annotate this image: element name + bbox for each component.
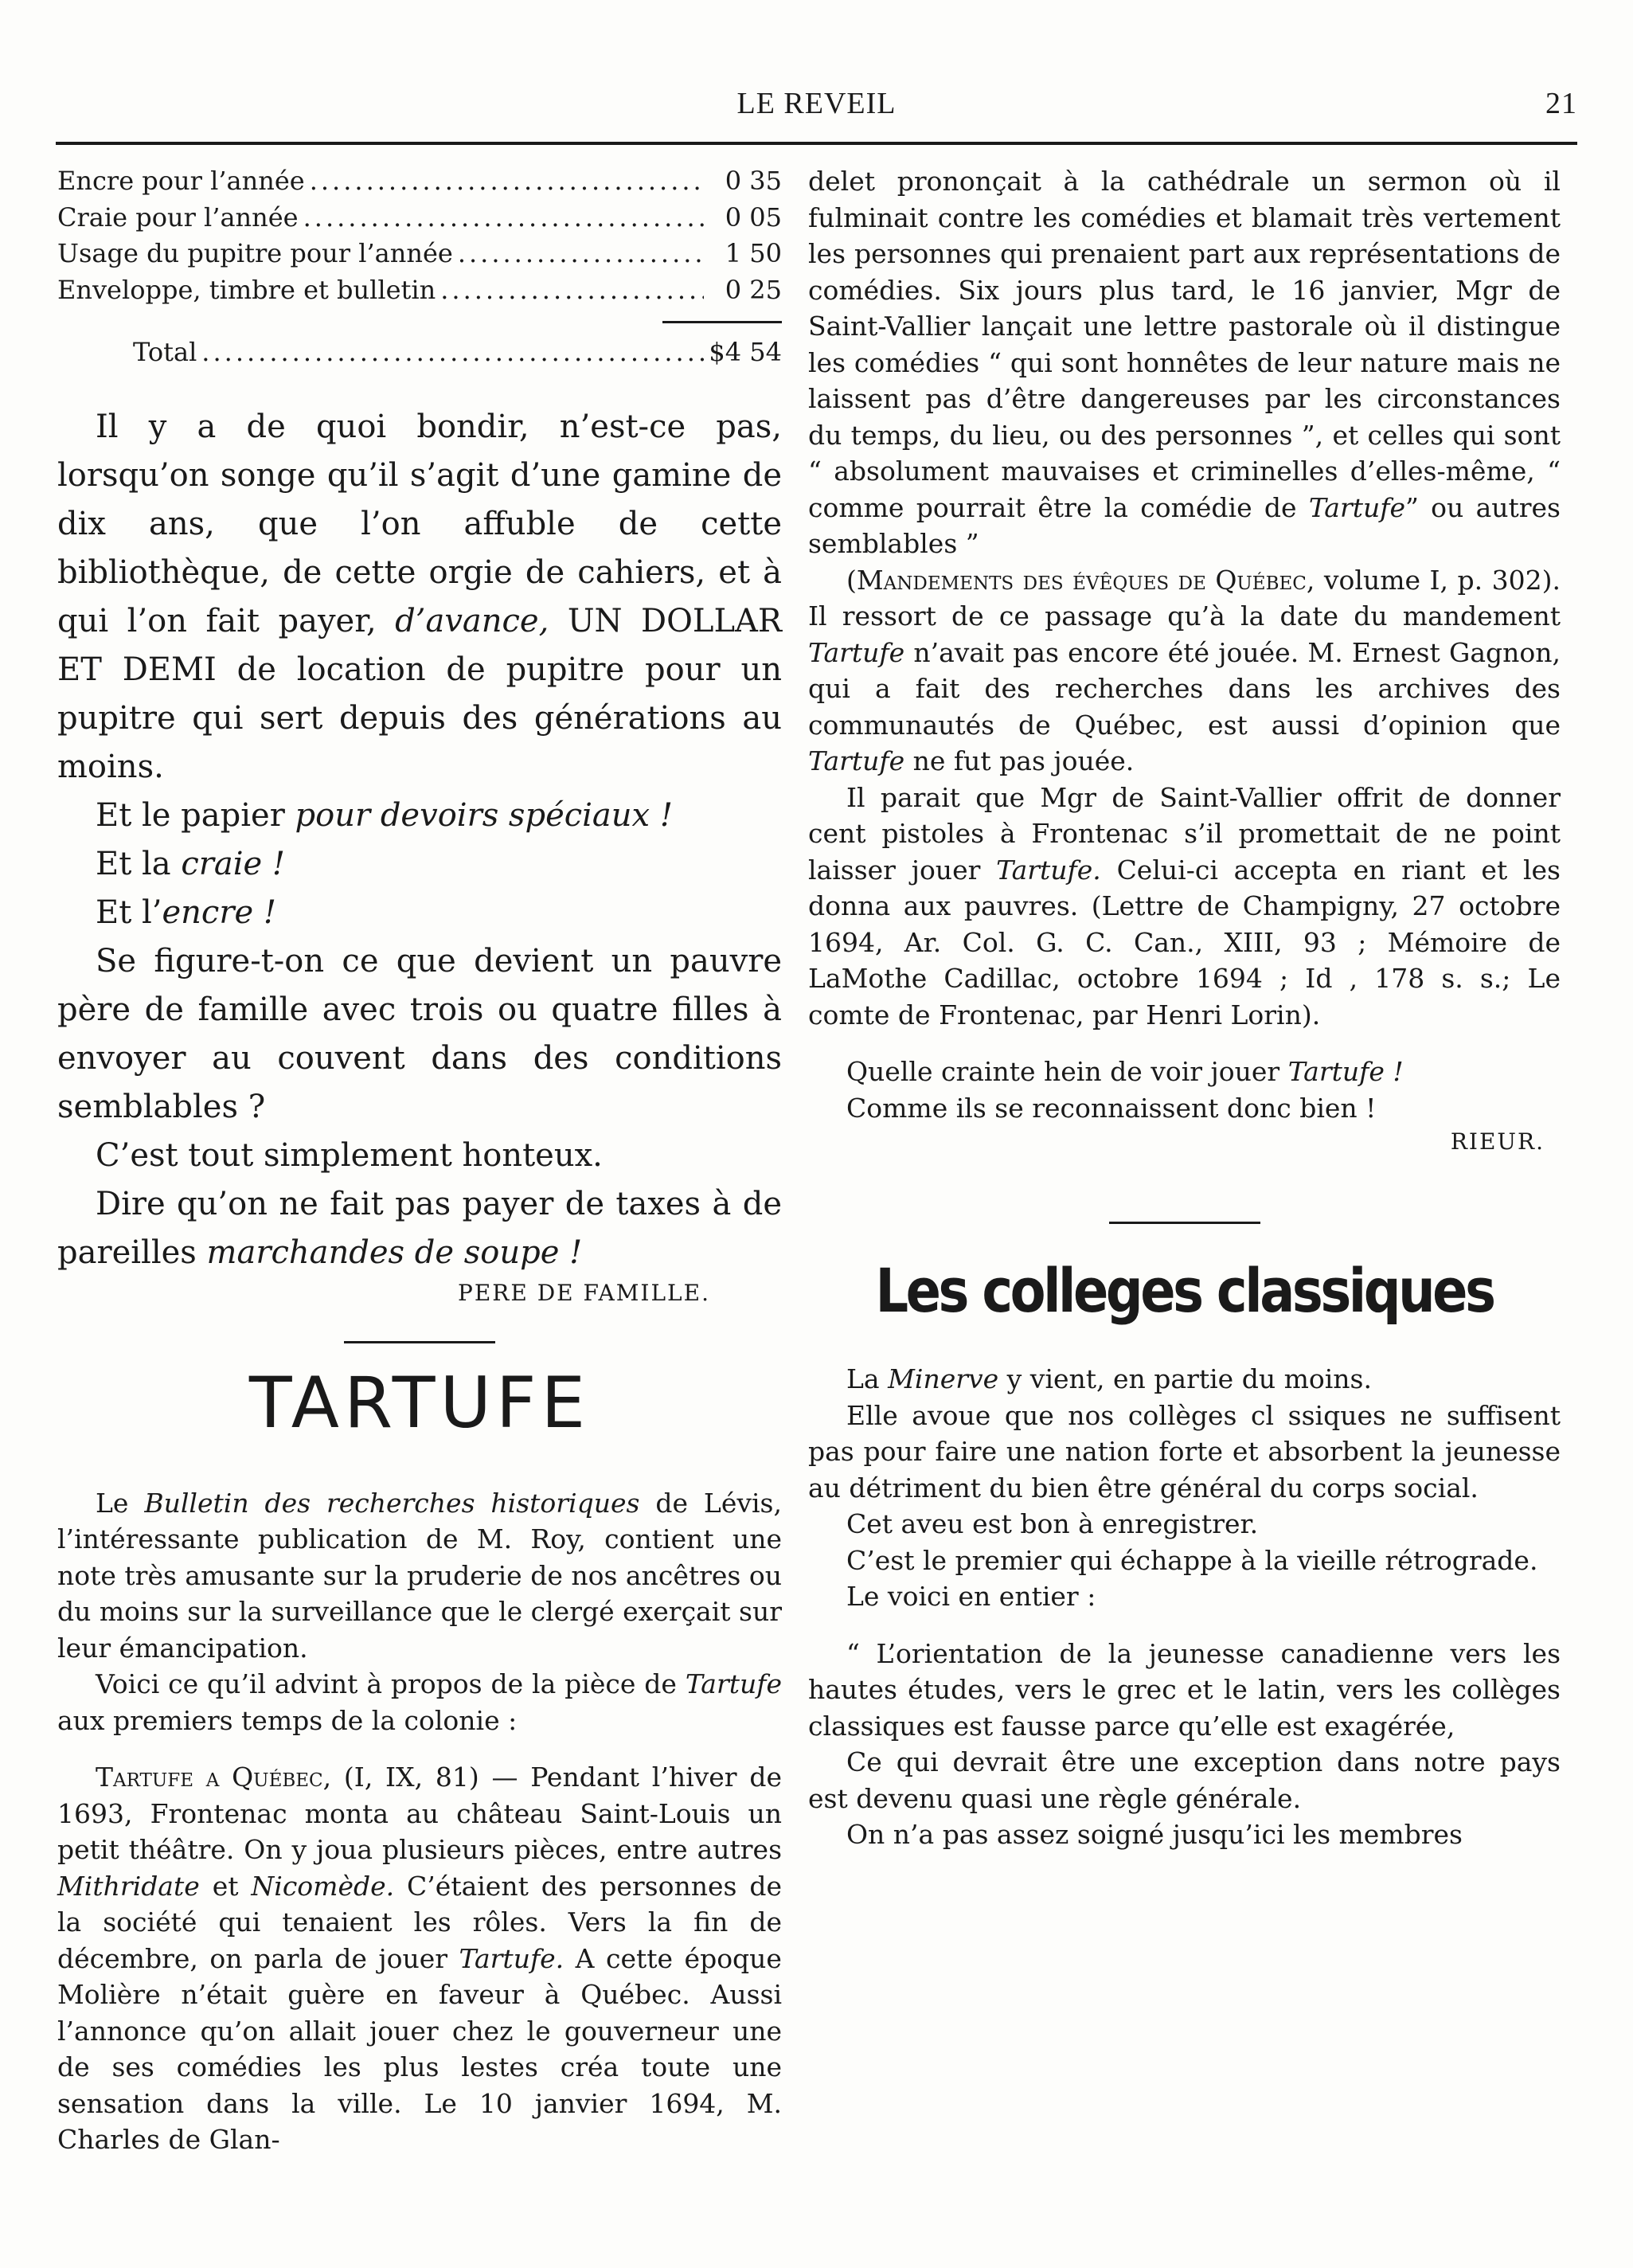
paragraph: Se figure-t-on ce que devient un pauvre père de famille avec trois ou quatre filles à envoyer au couvent dans des conditions semblables ?	[57, 942, 782, 1125]
page-number: 21	[1545, 87, 1577, 120]
paragraph: (Mandements des évêques de Québec, volume I, p. 302). Il ressort de ce passage qu’à la date du mandement Tartufe n’avait pas encore été jouée. M. Ernest Gagnon, qui a fait des recherches dans les archives des communautés de Québec, est aussi d’opinion que Tartufe ne fut pas jouée.	[808, 564, 1561, 776]
header-rule	[56, 142, 1577, 145]
paragraph: Le voici en entier :	[846, 1581, 1096, 1612]
paragraph: Et l’encre !	[96, 894, 276, 931]
cost-ledger	[57, 163, 782, 371]
ledger-row	[57, 163, 782, 200]
paragraph: delet prononçait à la cathédrale un sermon où il fulminait contre les comédies et blamait très vertement les personnes qui prenaient part aux représentations de comédies. Six jours plus tard, le 16 janvier, Mgr de Saint-Vallier lançait une lettre pastorale où il distingue les comédies “ qui sont honnêtes de leur nature mais ne laissent pas d’être dangereuses par les circonstances du temps, du lieu, ou des personnes ”, et celles qui sont “ absolument mauvaises et criminelles d’elles-même, “ comme pourrait être la comédie de Tartufe” ou autres semblables ”	[808, 166, 1561, 559]
ledger-row	[57, 236, 782, 272]
ledger-label: Encre pour l’année	[57, 166, 305, 196]
paragraph: Quelle crainte hein de voir jouer Tartufe !	[846, 1056, 1404, 1087]
paragraph: Et le papier pour devoirs spéciaux !	[96, 796, 673, 834]
article-heading: Les colleges classiques	[875, 1255, 1494, 1326]
ledger-label: Craie pour l’année	[57, 201, 299, 233]
paragraph: Cet aveu est bon à enregistrer.	[846, 1508, 1259, 1539]
quoted-note: Tartufe a Québec, (I, IX, 81) — Pendant l’hiver de 1693, Frontenac monta au château Saint-Louis un petit théâtre. On y joua plusieurs pièces, entre autres Mithridate et Nicomède. C’étaient des personnes de la société qui tenaient les rôles. Vers la fin de décembre, on parla de jouer Tartufe. A cette époque Molière n’était guère en faveur à Québec. Aussi l’annonce qu’on allait jouer chez le gouverneur une de ses comédies les plus lestes créa toute une sensation dans la ville. Le 10 janvier 1694, M. Charles de Glan-	[57, 1762, 782, 2155]
quoted-paragraph: On n’a pas assez soigné jusqu’ici les membres	[846, 1819, 1463, 1850]
ledger-total-amount: $4 54	[709, 337, 782, 367]
ledger-amount: 0 35	[725, 166, 782, 196]
running-title: LE REVEIL	[736, 87, 897, 120]
paragraph: C’est tout simplement honteux.	[96, 1136, 603, 1174]
quoted-paragraph: Ce qui devrait être une exception dans notre pays est devenu quasi une règle générale.	[808, 1746, 1561, 1814]
ledger-amount: 0 05	[725, 201, 782, 233]
signature: PERE DE FAMILLE.	[458, 1279, 710, 1306]
paragraph: Le Bulletin des recherches historiques de Lévis, l’intéressante publication de M. Roy, contient une note très amusante sur la pruderie de nos ancêtres ou du moins sur la surveillance que le clergé exerçait sur leur émancipation.	[57, 1487, 782, 1664]
ledger-label: Usage du pupitre pour l’année	[57, 238, 453, 268]
left-column	[57, 163, 782, 2158]
sum-rule	[662, 321, 782, 323]
paragraph: La Minerve y vient, en partie du moins.	[846, 1363, 1372, 1394]
article-heading: TARTUFE	[248, 1361, 591, 1444]
ledger-row	[57, 272, 782, 309]
signature: RIEUR.	[1450, 1128, 1545, 1155]
paragraph: Dire qu’on ne fait pas payer de taxes à de pareilles marchandes de soupe !	[57, 1185, 782, 1271]
paragraph: C’est le premier qui échappe à la vieille rétrograde.	[846, 1544, 1538, 1576]
paragraph: Comme ils se reconnaissent donc bien !	[846, 1092, 1377, 1124]
ledger-row	[57, 200, 782, 237]
ledger-total-row	[57, 334, 782, 371]
paragraph: Et la craie !	[96, 845, 285, 882]
paragraph: Voici ce qu’il advint à propos de la pièce de Tartufe aux premiers temps de la colonie :	[57, 1668, 782, 1736]
ledger-amount: 1 50	[725, 238, 782, 268]
ledger-total-label: Total	[133, 337, 197, 367]
paragraph: Elle avoue que nos collèges cl ssiques ne suffisent pas pour faire une nation forte et absorbent la jeunesse au détriment du bien être général du corps social.	[808, 1399, 1561, 1504]
right-column	[808, 163, 1561, 1853]
ledger-label: Enveloppe, timbre et bulletin	[57, 274, 436, 305]
paragraph: Il parait que Mgr de Saint-Vallier offrit de donner cent pistoles à Frontenac s’il promettait de ne point laisser jouer Tartufe. Celui-ci accepta en riant et les donna aux pauvres. (Lettre de Champigny, 27 octobre 1694, Ar. Col. G. C. Can., XIII, 93 ; Mémoire de LaMothe Cadillac, octobre 1694 ; Id , 178 s. s.; Le comte de Frontenac, par Henri Lorin).	[808, 781, 1561, 1030]
paragraph: Il y a de quoi bondir, n’est-ce pas, lorsqu’on songe qu’il s’agit d’une gamine de dix ans, que l’on affuble de cette bibliothèque, de cette orgie de cahiers, et à qui l’on fait payer, d’avance, UN DOLLAR ET DEMI de location de pupitre pour un pupitre qui sert depuis des générations au moins.	[57, 408, 783, 785]
page-header	[56, 86, 1577, 134]
quoted-paragraph: “ L’orientation de la jeunesse canadienne vers les hautes études, vers le grec et le latin, vers les collèges classiques est fausse parce qu’elle est exagérée,	[808, 1637, 1561, 1742]
ledger-amount: 0 25	[725, 274, 782, 305]
